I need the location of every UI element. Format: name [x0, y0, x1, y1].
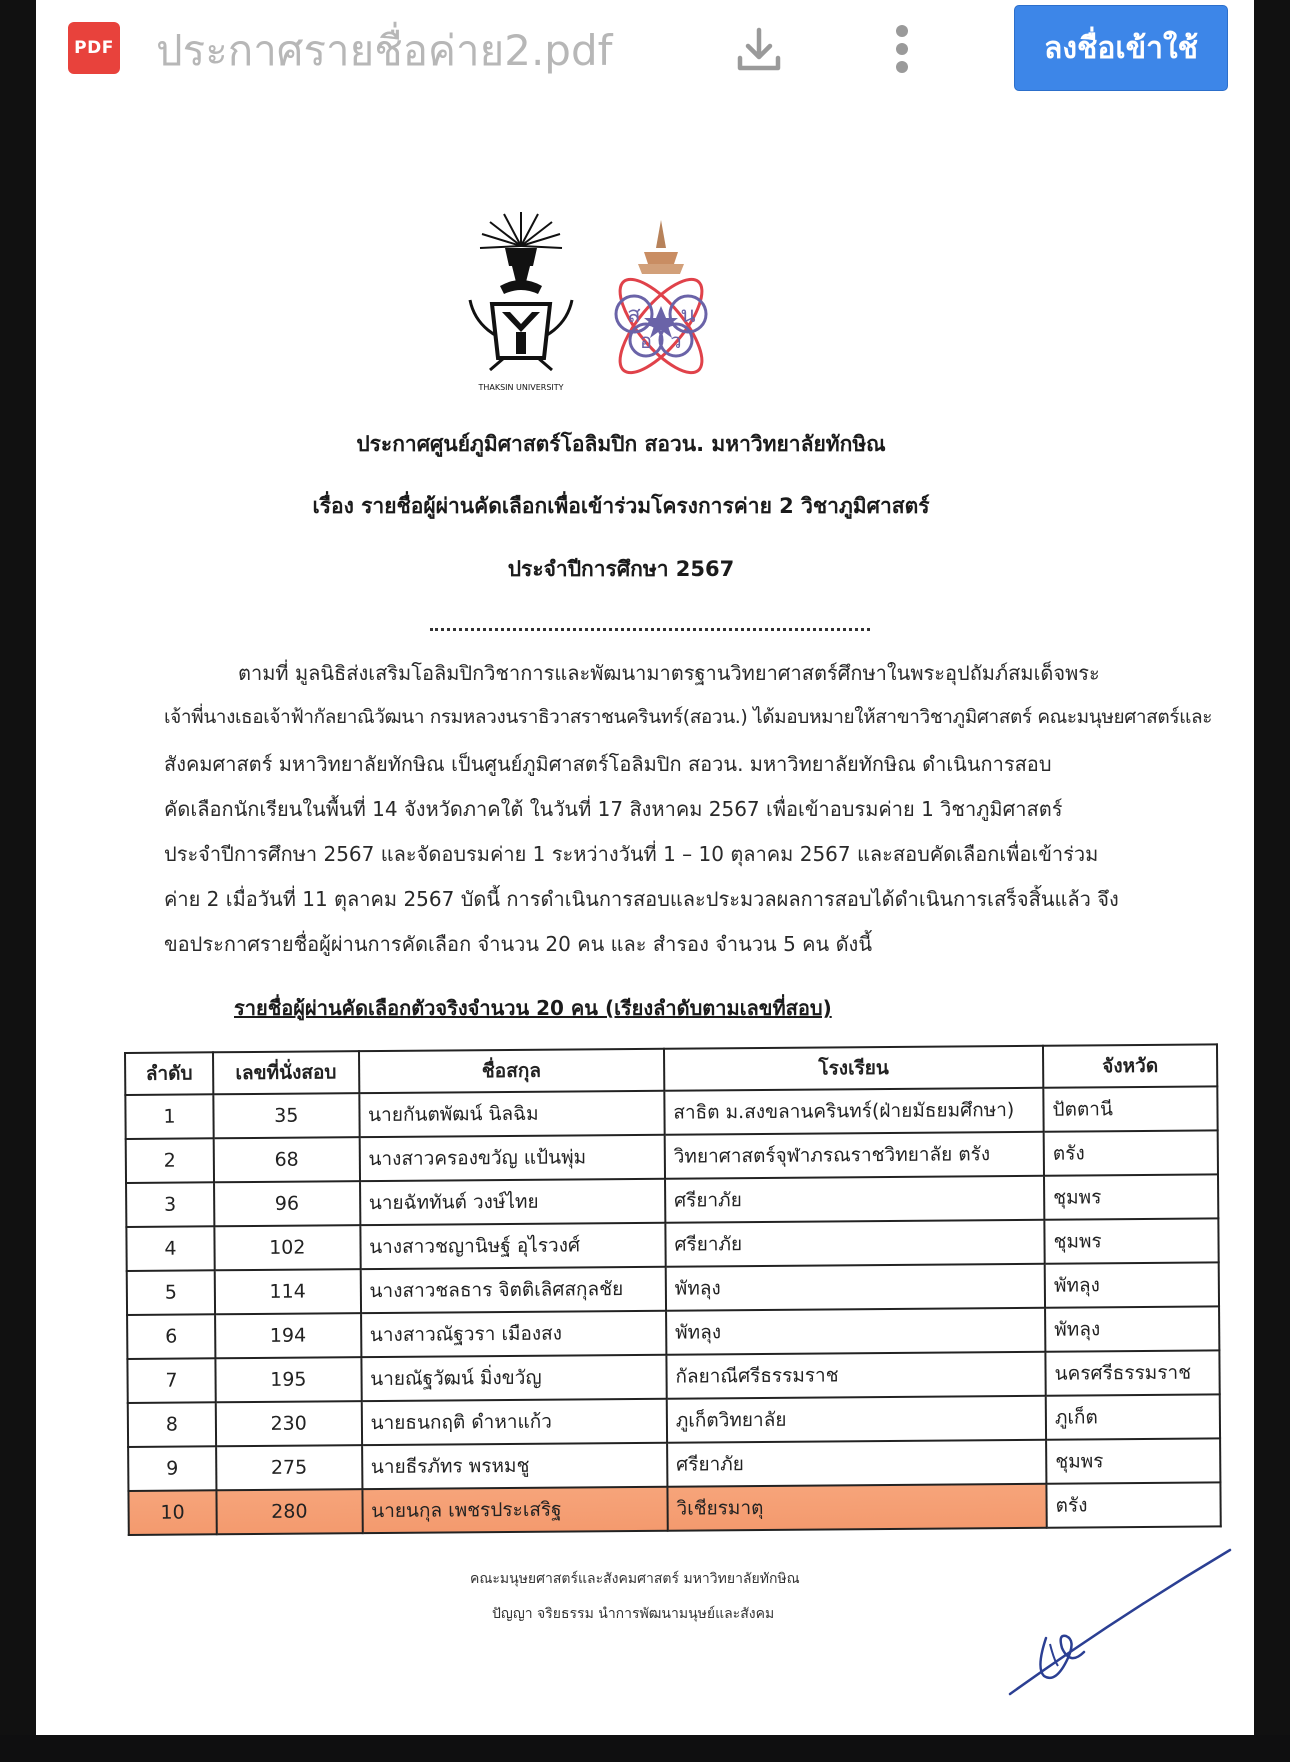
cell-seat: 35	[213, 1093, 359, 1138]
cell-province: พัทลุง	[1045, 1306, 1219, 1351]
cell-order: 4	[126, 1226, 214, 1271]
list-title: รายชื่อผู้ผ่านคัดเลือกตัวจริงจำนวน 20 คน (เรียงลำดับตามเลขที่สอบ)	[234, 996, 832, 1020]
cell-order: 10	[128, 1490, 216, 1535]
cell-name: นายกันตพัฒน์ นิลฉิม	[359, 1091, 665, 1137]
cell-seat: 194	[215, 1313, 361, 1358]
cell-seat: 102	[214, 1225, 360, 1270]
cell-school: กัลยาณีศรีธรรมราช	[666, 1352, 1045, 1399]
academic-year: ประจำปีการศึกษา 2567	[507, 557, 735, 581]
cell-name: นายฉัททันต์ วงษ์ไทย	[360, 1179, 666, 1225]
cell-order: 6	[127, 1314, 215, 1359]
svg-text:ว: ว	[670, 329, 682, 353]
cell-name: นายธนกฤติ ดำหาแก้ว	[361, 1399, 667, 1445]
cell-province: ชุมพร	[1044, 1218, 1218, 1263]
cell-name: นางสาวณัฐวรา เมืองสง	[361, 1311, 667, 1357]
cell-seat: 230	[216, 1401, 362, 1446]
cell-province: ตรัง	[1044, 1130, 1218, 1175]
cell-province: นครศรีธรรมราช	[1045, 1350, 1219, 1395]
cell-order: 9	[128, 1446, 216, 1491]
paragraph-line: สังคมศาสตร์ มหาวิทยาลัยทักษิณ เป็นศูนย์ภูมิศาสตร์โอลิมปิก สอวน. มหาวิทยาลัยทักษิณ ดำเนินการสอบ	[164, 752, 1052, 776]
cell-order: 1	[125, 1094, 213, 1139]
svg-text:อ: อ	[639, 329, 653, 353]
column-header-name: ชื่อสกุล	[359, 1049, 665, 1093]
cell-province: พัทลุง	[1045, 1262, 1219, 1307]
cell-seat: 195	[215, 1357, 361, 1402]
thaksin-university-logo	[460, 208, 582, 404]
cell-province: ชุมพร	[1046, 1438, 1220, 1483]
paragraph-line: ประจำปีการศึกษา 2567 และจัดอบรมค่าย 1 ระหว่างวันที่ 1 – 10 ตุลาคม 2567 และสอบคัดเลือกเพื่อเข้าร่วม	[164, 842, 1099, 866]
svg-text:THAKSIN UNIVERSITY: THAKSIN UNIVERSITY	[478, 383, 564, 392]
cell-school: วิทยาศาสตร์จุฬาภรณราชวิทยาลัย ตรัง	[665, 1132, 1044, 1179]
paragraph-line: ค่าย 2 เมื่อวันที่ 11 ตุลาคม 2567 บัดนี้ การดำเนินการสอบและประมวลผลการสอบได้ดำเนินการเสร็จสิ้นแล้ว จึง	[164, 887, 1119, 911]
cell-seat: 68	[214, 1137, 360, 1182]
paragraph-line: ขอประกาศรายชื่อผู้ผ่านการคัดเลือก จำนวน 20 คน และ สำรอง จำนวน 5 คน ดังนี้	[164, 932, 872, 956]
download-icon[interactable]	[734, 24, 784, 74]
cell-order: 2	[126, 1138, 214, 1183]
cell-school: วิเชียรมาตุ	[667, 1484, 1046, 1531]
signature	[996, 1548, 1236, 1698]
pdf-file-icon: PDF	[68, 22, 120, 74]
dotted-divider	[430, 628, 870, 631]
cell-school: ศรียาภัย	[665, 1176, 1044, 1223]
cell-school: ภูเก็ตวิทยาลัย	[667, 1396, 1046, 1443]
posn-logo	[596, 218, 726, 404]
svg-text:ส: ส	[627, 303, 641, 328]
motto-footer: ปัญญา จริยธรรม นำการพัฒนามนุษย์และสังคม	[492, 1606, 775, 1622]
cell-province: ตรัง	[1046, 1482, 1220, 1527]
viewer-bottom-bar	[0, 1735, 1290, 1762]
more-vertical-icon[interactable]	[894, 24, 910, 74]
column-header-seat: เลขที่นั่งสอบ	[213, 1051, 359, 1094]
announcement-subject: เรื่อง รายชื่อผู้ผ่านคัดเลือกเพื่อเข้าร่วมโครงการค่าย 2 วิชาภูมิศาสตร์	[312, 494, 930, 518]
column-header-province: จังหวัด	[1043, 1044, 1217, 1087]
announcement-heading: ประกาศศูนย์ภูมิศาสตร์โอลิมปิก สอวน. มหาวิทยาลัยทักษิณ	[356, 432, 886, 456]
cell-school: พัทลุง	[666, 1308, 1045, 1355]
signin-button[interactable]: ลงชื่อเข้าใช้	[1014, 5, 1228, 91]
column-header-school: โรงเรียน	[664, 1046, 1043, 1091]
table-row	[128, 1482, 1220, 1535]
cell-seat: 96	[214, 1181, 360, 1226]
cell-seat: 280	[216, 1489, 362, 1534]
paragraph-line: เจ้าพี่นางเธอเจ้าฟ้ากัลยาณิวัฒนา กรมหลวงนราธิวาสราชนครินทร์(สอวน.) ได้มอบหมายให้สาขาวิชาภูมิศาสตร์ คณะมนุษยศาสตร์และ	[164, 706, 1213, 728]
cell-name: นางสาวชลธาร จิตติเลิศสกุลชัย	[360, 1267, 666, 1313]
file-name: ประกาศรายชื่อค่าย2.pdf	[156, 26, 613, 75]
column-header-order: ลำดับ	[125, 1052, 213, 1095]
cell-province: ชุมพร	[1044, 1174, 1218, 1219]
paragraph-line: คัดเลือกนักเรียนในพื้นที่ 14 จังหวัดภาคใต้ ในวันที่ 17 สิงหาคม 2567 เพื่อเข้าอบรมค่าย 1 วิชาภูมิศาสตร์	[164, 797, 1063, 821]
cell-name: นางสาวครองขวัญ แป้นพุ่ม	[359, 1135, 665, 1181]
cell-school: ศรียาภัย	[665, 1220, 1044, 1267]
pdf-toolbar	[36, 0, 1254, 95]
faculty-footer: คณะมนุษยศาสตร์และสังคมศาสตร์ มหาวิทยาลัยทักษิณ	[470, 1571, 800, 1587]
cell-name: นางสาวชญานิษฐ์ อุไรวงศ์	[360, 1223, 666, 1269]
cell-name: นายนกุล เพชรประเสริฐ	[362, 1487, 668, 1533]
pdf-viewer-page	[36, 0, 1254, 1735]
cell-seat: 275	[216, 1445, 362, 1490]
cell-school: พัทลุง	[666, 1264, 1045, 1311]
cell-seat: 114	[215, 1269, 361, 1314]
cell-name: นายณัฐวัฒน์ มิ่งขวัญ	[361, 1355, 667, 1401]
cell-order: 8	[128, 1402, 216, 1447]
cell-school: สาธิต ม.สงขลานครินทร์(ฝ่ายมัธยมศึกษา)	[664, 1088, 1043, 1135]
paragraph-line: ตามที่ มูลนิธิส่งเสริมโอลิมปิกวิชาการและพัฒนามาตรฐานวิทยาศาสตร์ศึกษาในพระอุปถัมภ์สมเด็จพระ	[238, 661, 1100, 685]
cell-order: 3	[126, 1182, 214, 1227]
results-table	[124, 1043, 1222, 1536]
cell-order: 5	[127, 1270, 215, 1315]
cell-school: ศรียาภัย	[667, 1440, 1046, 1487]
cell-province: ภูเก็ต	[1046, 1394, 1220, 1439]
cell-province: ปัตตานี	[1043, 1086, 1217, 1131]
cell-name: นายธีรภัทร พรหมชู	[362, 1443, 668, 1489]
cell-order: 7	[127, 1358, 215, 1403]
svg-text:น: น	[680, 303, 696, 328]
